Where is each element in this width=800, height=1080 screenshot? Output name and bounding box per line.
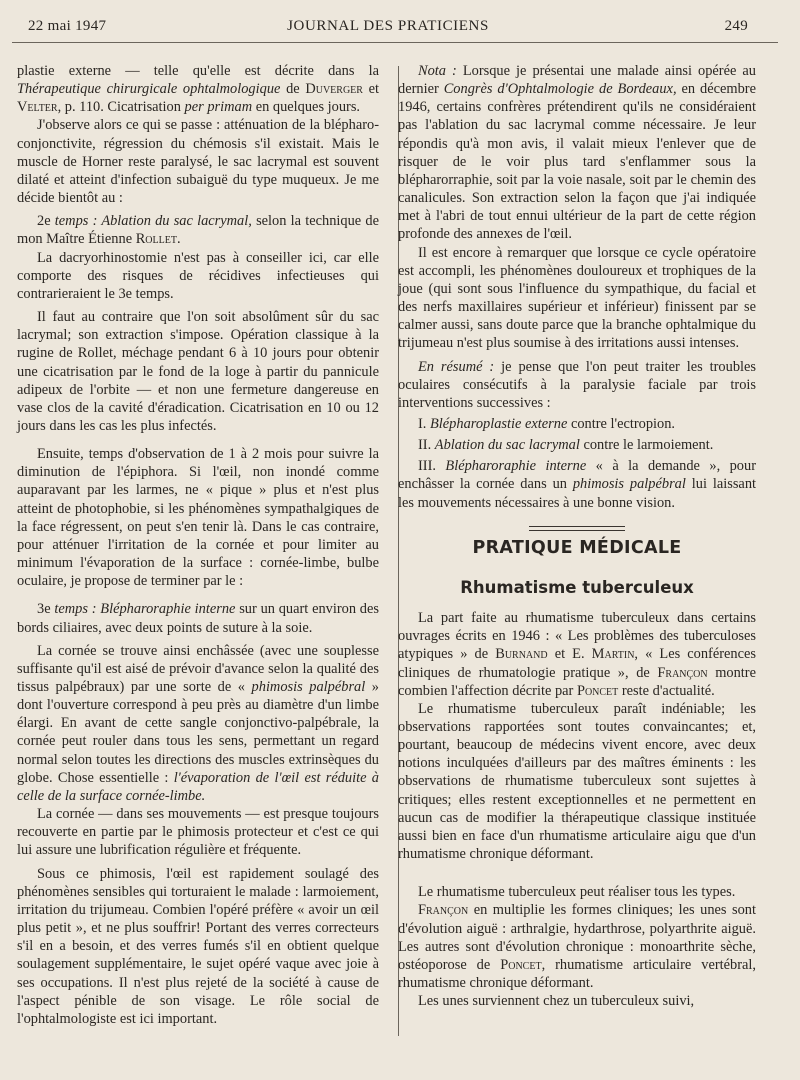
header-rule	[12, 42, 778, 43]
paragraph: En résumé : je pense que l'on peut traiter les troubles oculaires consécutifs à la paralysie faciale par trois interventions successives :	[398, 358, 756, 411]
paragraph: Ensuite, temps d'observation de 1 à 2 mois pour suivre la diminution de l'épiphora. Si l'œil, non inondé comme auparavant par les larmes, ne « pique » plus et n'est plus atteint de photophobie, si les phénomènes sympathalgiques de la face régressent, on peut s'en tenir là. Dans le cas contraire, pour atténuer l'irritation de la cornée et pour limiter au minimum l'évaporation de la surface : cornée-limbe, bulbe oculaire, je propose de terminer par le :	[17, 446, 379, 590]
paragraph: Sous ce phimosis, l'œil est rapidement soulagé des phénomènes sensibles qui torturaient le malade : larmoiement, irritation du trijumeau. Combien l'opéré préfère « avoir un œil plus petit », et ne plus souffrir! Portant des verres correcteurs s'il en a besoin, et des verres fumés s'il en obtient quelque soulagement supplémentaire, le sujet opéré vaque avec joie à ses occupations. Il n'est plus rejeté de la société à cause de l'aspect pénible de son visage. Le rôle social de l'ophtalmologiste est ici important.	[17, 865, 379, 1027]
list-item: II. Ablation du sac lacrymal contre le larmoiement.	[418, 437, 714, 454]
paragraph: 2e temps : Ablation du sac lacrymal, selon la technique de mon Maître Étienne Rollet.	[17, 213, 379, 248]
paragraph: Il faut au contraire que l'on soit absolûment sûr du sac lacrymal; son extraction s'impose. Opération classique à la rugine de Rollet, méchage pendant 6 à 10 jours pour obtenir une cicatrisation par le fond de la loge à partir du pannicule adipeux de l'orbite — et non une fermeture dangereuse en vase clos de la cavité d'éradication. Cicatrisation en 10 ou 12 jours dans les cas les plus infectés.	[17, 309, 379, 434]
paragraph: Les unes surviennent chez un tuberculeux suivi,	[418, 993, 695, 1010]
list-item: III. Blépharoraphie interne « à la demande », pour enchâsser la cornée dans un phimosis palpébral lui laissant les mouvements nécessaires à une bonne vision.	[398, 458, 757, 511]
paragraph: Françon en multiplie les formes cliniques; les unes sont d'évolution aiguë : arthralgie, hydarthrose, polyarthrite aiguë. Les autres sont d'évolution chronique : monoarthrite sèche, ostéoporose de Poncet, rhumatisme articulaire vertébral, rhumatisme chronique déformant.	[398, 902, 756, 992]
issue-date: 22 mai 1947	[28, 18, 107, 34]
section-separator	[529, 526, 625, 531]
right-column	[398, 62, 756, 1010]
paragraph: J'observe alors ce qui se passe : atténuation de la blépharo-conjonctivite, régression du chémosis s'il existait. Mais le muscle de Horner reste paralysé, le sac lacrymal est souvent dilaté et atteint d'infection subaiguë du type muqueux. Je me décide bientôt au :	[17, 117, 379, 207]
paragraph: La cornée se trouve ainsi enchâssée (avec une souplesse suffisante qu'il est aisé de prévoir d'avance selon la qualité des tissus palpébraux) par une sorte de « phimosis palpébral » dont l'ouverture correspond à peu près au diamètre d'un limbe élargi. En avant de cette sangle conjonctivo-palpébrale, la cornée peut rouler dans tous les sens, permettant un regard normal selon toutes les directions des muscles extrinsèques du globe. Chose essentielle : l'évaporation de l'œil est réduite à celle de la surface cornée-limbe.	[17, 642, 380, 804]
list-item: I. Blépharoplastie externe contre l'ectropion.	[418, 415, 676, 432]
article-title: Rhumatisme tuberculeux	[460, 577, 694, 597]
paragraph: Nota : Lorsque je présentai une malade ainsi opérée au dernier Congrès d'Ophtalmologie de Bordeaux, en décembre 1946, certains confrères prétendirent qu'ils ne considéraient pas l'ablation du sac lacrymal comme nécessaire. Je leur répondis qu'à mon avis, il valait mieux l'enlever que de risquer de le voir plus tard s'enflammer sous la blépharorraphie, soit par la voie nasale, soit par le chemin des canalicules. Son extraction selon la façon que j'ai indiquée met à l'abri de tout ennui ultérieur de la part de cette région profonde des annexes de l'œil.	[398, 63, 756, 243]
paragraph: plastie externe — telle qu'elle est décrite dans la Thérapeutique chirurgicale ophtalmologique de Duverger et Velter, p. 110. Cicatrisation per primam en quelques jours.	[17, 63, 380, 116]
paragraph: 3e temps : Blépharoraphie interne sur un quart environ des bords ciliaires, avec deux points de suture à la soie.	[17, 601, 379, 636]
paragraph: La dacryorhinostomie n'est pas à conseiller ici, car elle comporte des risques de récidives infectieuses qui contrarieraient le 3e temps.	[17, 249, 379, 302]
intervention-list	[398, 415, 756, 512]
journal-title: JOURNAL DES PRATICIENS	[287, 18, 489, 34]
section-heading: PRATIQUE MÉDICALE	[472, 537, 682, 558]
paragraph: Le rhumatisme tuberculeux peut réaliser tous les types.	[418, 884, 736, 901]
paragraph: La cornée — dans ses mouvements — est presque toujours recouverte en partie par le phimosis protecteur et c'est ce qui lui assure une lubrification régulière et fréquente.	[17, 806, 379, 859]
left-column	[17, 62, 379, 1028]
page-number: 249	[724, 18, 748, 34]
paragraph: Il est encore à remarquer que lorsque ce cycle opératoire est accompli, les phénomènes douloureux et trophiques de la joue (qui sont sous l'influence du sympathique, du facial et des nerfs maxillaires supérieur et inférieur) finissent par se calmer aussi, sans doute parce que la branche ophtalmique du trijumeau n'est plus soumise à des irritations aussi intenses.	[398, 244, 756, 352]
running-header	[28, 14, 748, 40]
paragraph: Le rhumatisme tuberculeux paraît indéniable; les observations rapportées sont toutes convaincantes; et, pourtant, beaucoup de médecins vivent encore, avec deux notions inculquées d'ailleurs par des maîtres éminents : les observations de rhumatisme tuberculeux sont sujettes à critiques; elles restent exceptionnelles et ne permettent en aucun cas de modifier la thérapeutique classique instituée aussi bien en face d'un rhumatisme articulaire aigu que d'un rhumatisme chronique déformant.	[398, 700, 756, 863]
paragraph: La part faite au rhumatisme tuberculeux dans certains ouvrages écrits en 1946 : « Les problèmes des tuberculoses atypiques » de Burnand et E. Martin, « Les conférences cliniques de rhumatologie pratique », de Françon montre combien l'affection décrite par Poncet reste d'actualité.	[398, 610, 756, 699]
